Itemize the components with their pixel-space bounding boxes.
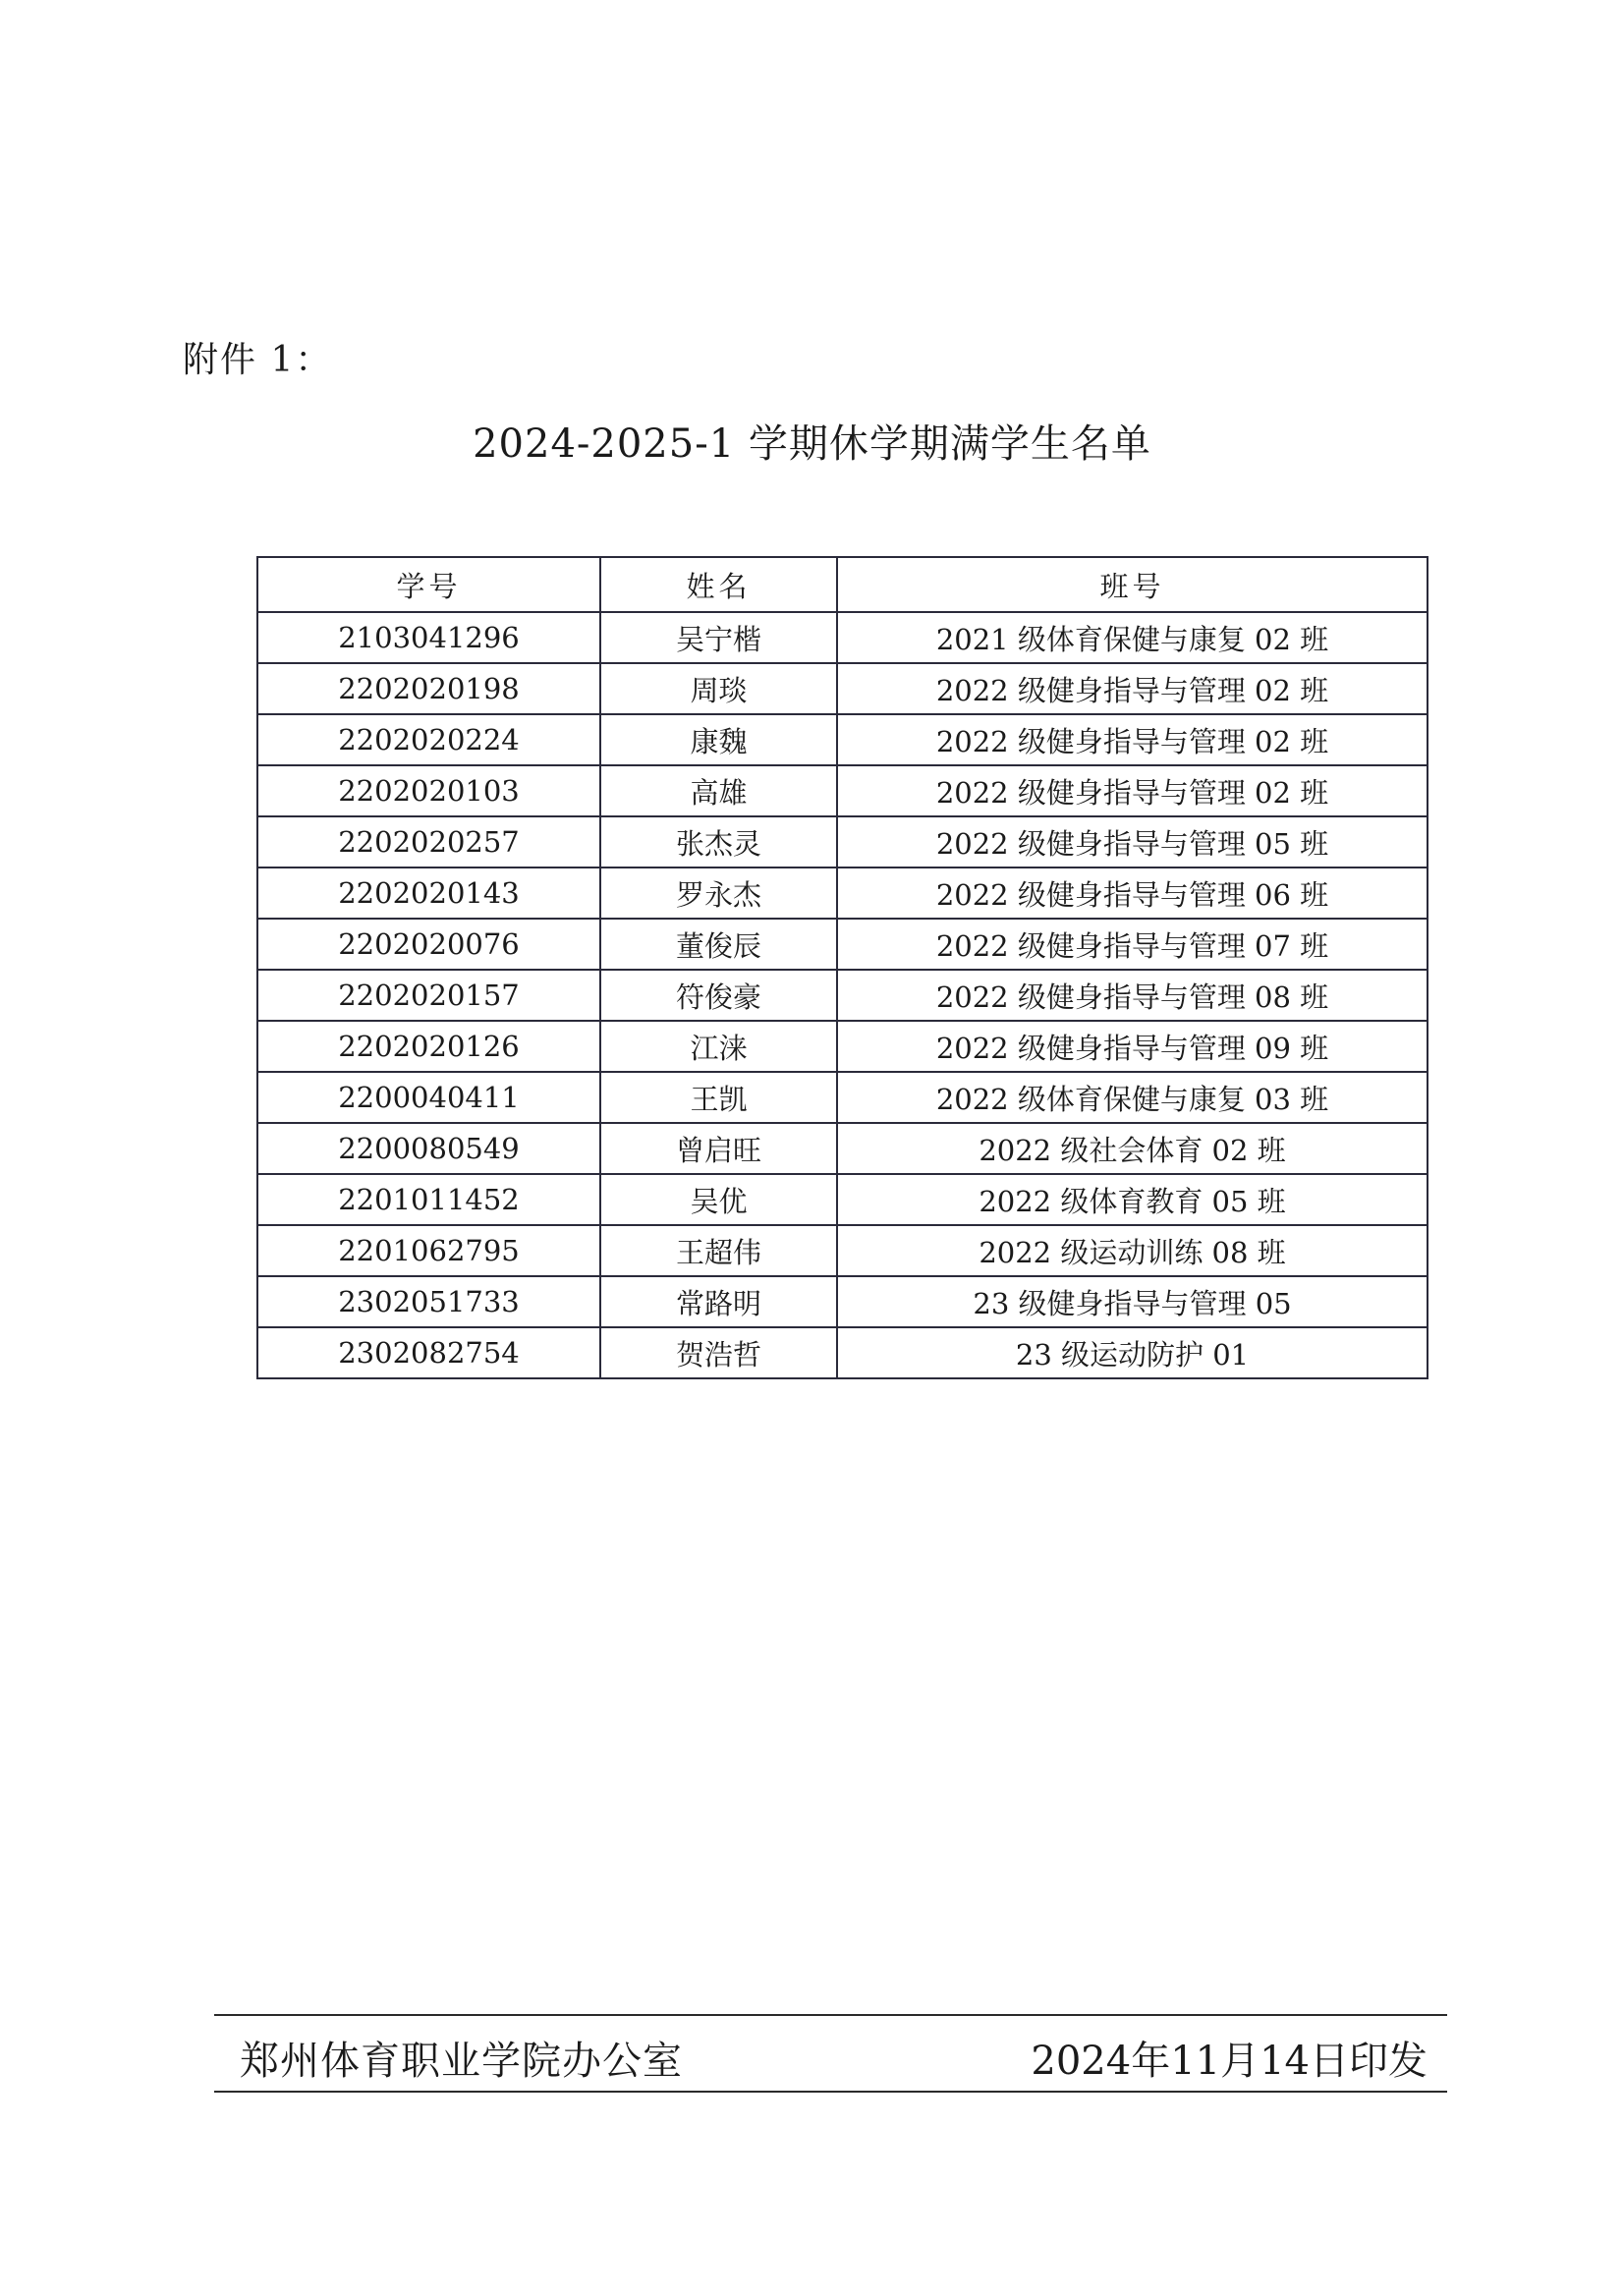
table-row <box>257 1174 1428 1225</box>
cell-student-id: 2202020198 <box>257 663 600 714</box>
table-row <box>257 612 1428 663</box>
cell-name: 张杰灵 <box>600 816 837 868</box>
cell-class: 2022 级健身指导与管理 09 班 <box>837 1021 1428 1072</box>
cell-class: 2022 级健身指导与管理 06 班 <box>837 868 1428 919</box>
cell-name: 贺浩哲 <box>600 1327 837 1378</box>
cell-student-id: 2302082754 <box>257 1327 600 1378</box>
cell-class: 2022 级社会体育 02 班 <box>837 1123 1428 1174</box>
header-class: 班号 <box>837 557 1428 612</box>
footer-issue-date: 2024年11月14日印发 <box>1031 2039 1428 2084</box>
cell-name: 符俊豪 <box>600 970 837 1021</box>
table-header-row <box>257 557 1428 612</box>
header-name: 姓名 <box>600 557 837 612</box>
table-row <box>257 1225 1428 1276</box>
cell-name: 江涞 <box>600 1021 837 1072</box>
cell-student-id: 2103041296 <box>257 612 600 663</box>
table-row <box>257 765 1428 816</box>
student-roster-table <box>256 556 1428 1379</box>
cell-class: 2021 级体育保健与康复 02 班 <box>837 612 1428 663</box>
cell-class: 23 级运动防护 01 <box>837 1327 1428 1378</box>
cell-class: 2022 级运动训练 08 班 <box>837 1225 1428 1276</box>
table-row <box>257 1327 1428 1378</box>
cell-class: 2022 级健身指导与管理 02 班 <box>837 765 1428 816</box>
table-row <box>257 1021 1428 1072</box>
document-title: 2024-2025-1 学期休学期满学生名单 <box>473 421 1151 467</box>
cell-class: 2022 级健身指导与管理 02 班 <box>837 663 1428 714</box>
table-body <box>257 612 1428 1378</box>
cell-name: 高雄 <box>600 765 837 816</box>
table-row <box>257 868 1428 919</box>
cell-name: 吴优 <box>600 1174 837 1225</box>
cell-student-id: 2202020224 <box>257 714 600 765</box>
cell-name: 王凯 <box>600 1072 837 1123</box>
cell-student-id: 2202020076 <box>257 919 600 970</box>
cell-student-id: 2202020257 <box>257 816 600 868</box>
cell-student-id: 2202020126 <box>257 1021 600 1072</box>
cell-name: 周琰 <box>600 663 837 714</box>
table-row <box>257 919 1428 970</box>
cell-name: 康魏 <box>600 714 837 765</box>
cell-class: 2022 级体育教育 05 班 <box>837 1174 1428 1225</box>
cell-name: 吴宁楷 <box>600 612 837 663</box>
cell-student-id: 2201062795 <box>257 1225 600 1276</box>
cell-class: 2022 级体育保健与康复 03 班 <box>837 1072 1428 1123</box>
cell-student-id: 2200040411 <box>257 1072 600 1123</box>
footer-issuer: 郑州体育职业学院办公室 <box>240 2039 683 2084</box>
table-row <box>257 1123 1428 1174</box>
table-row <box>257 1072 1428 1123</box>
cell-student-id: 2202020143 <box>257 868 600 919</box>
cell-name: 曾启旺 <box>600 1123 837 1174</box>
header-student-id: 学号 <box>257 557 600 612</box>
cell-class: 2022 级健身指导与管理 02 班 <box>837 714 1428 765</box>
footer-bottom-rule <box>214 2091 1447 2093</box>
cell-name: 王超伟 <box>600 1225 837 1276</box>
cell-class: 2022 级健身指导与管理 05 班 <box>837 816 1428 868</box>
cell-student-id: 2202020103 <box>257 765 600 816</box>
cell-student-id: 2201011452 <box>257 1174 600 1225</box>
table-row <box>257 1276 1428 1327</box>
table-row <box>257 970 1428 1021</box>
cell-student-id: 2302051733 <box>257 1276 600 1327</box>
footer-top-rule <box>214 2014 1447 2016</box>
cell-student-id: 2202020157 <box>257 970 600 1021</box>
table-row <box>257 816 1428 868</box>
cell-student-id: 2200080549 <box>257 1123 600 1174</box>
cell-class: 2022 级健身指导与管理 07 班 <box>837 919 1428 970</box>
attachment-label: 附件 1： <box>183 340 333 380</box>
cell-class: 2022 级健身指导与管理 08 班 <box>837 970 1428 1021</box>
table-row <box>257 663 1428 714</box>
cell-name: 董俊辰 <box>600 919 837 970</box>
table-row <box>257 714 1428 765</box>
cell-name: 常路明 <box>600 1276 837 1327</box>
cell-name: 罗永杰 <box>600 868 837 919</box>
cell-class: 23 级健身指导与管理 05 <box>837 1276 1428 1327</box>
